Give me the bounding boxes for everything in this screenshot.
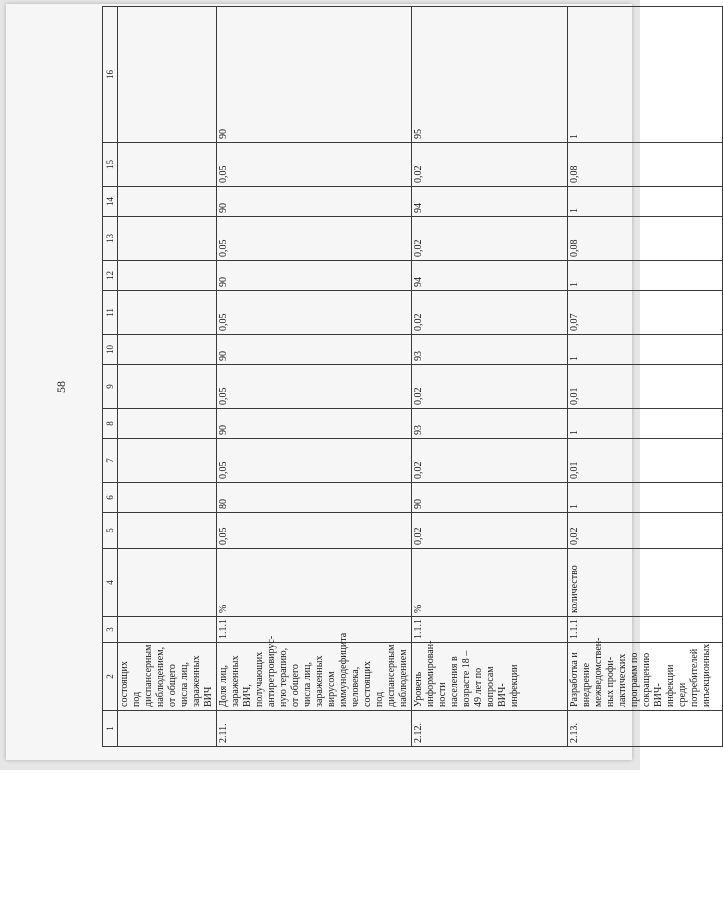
table-row bbox=[568, 7, 723, 747]
column-number: 9 bbox=[103, 365, 118, 409]
table-cell: 0,02 bbox=[412, 291, 568, 335]
table-cell: 1 bbox=[568, 335, 723, 365]
indicator-table bbox=[102, 6, 723, 747]
column-number: 3 bbox=[103, 617, 118, 643]
table-cell: 0,05 bbox=[217, 291, 412, 335]
table-cell bbox=[118, 549, 217, 617]
table-cell: 0,02 bbox=[412, 513, 568, 549]
column-number: 8 bbox=[103, 409, 118, 439]
table-cell: 90 bbox=[217, 335, 412, 365]
indicator-name: состоящих под диспансерным наблюдением, от общего числа лиц, зараженных ВИЧ bbox=[118, 643, 217, 711]
table-cell: 1 bbox=[568, 187, 723, 217]
table-cell: 1 bbox=[568, 261, 723, 291]
column-number: 12 bbox=[103, 261, 118, 291]
table-cell bbox=[118, 617, 217, 643]
table-cell bbox=[118, 483, 217, 513]
table-cell: 95 bbox=[412, 7, 568, 143]
row-number: 2.13. bbox=[568, 711, 723, 747]
indicator-name: Разработка и внедрение межведомствен-ных профи-лактических программ по сокращению ВИЧ-инфекции среди потребителей инъекционных bbox=[568, 643, 723, 711]
table-cell bbox=[118, 143, 217, 187]
table-cell: 0,02 bbox=[568, 513, 723, 549]
indicator-name: Уровень информирован-ности населения в возрасте 18 – 49 лет по вопросам ВИЧ-инфекции bbox=[412, 643, 568, 711]
table-cell bbox=[118, 291, 217, 335]
table-cell: 0,02 bbox=[412, 439, 568, 483]
table-cell bbox=[118, 335, 217, 365]
table-cell: 90 bbox=[217, 409, 412, 439]
table-cell bbox=[118, 439, 217, 483]
row-number: 2.12. bbox=[412, 711, 568, 747]
column-number: 14 bbox=[103, 187, 118, 217]
table-cell: 94 bbox=[412, 261, 568, 291]
column-number: 15 bbox=[103, 143, 118, 187]
table-cell: 94 bbox=[412, 187, 568, 217]
table-cell bbox=[118, 261, 217, 291]
table-cell bbox=[118, 187, 217, 217]
table-cell bbox=[118, 409, 217, 439]
table-cell: 0,05 bbox=[217, 513, 412, 549]
table-cell: 93 bbox=[412, 409, 568, 439]
column-number: 13 bbox=[103, 217, 118, 261]
column-number: 5 bbox=[103, 513, 118, 549]
table-cell bbox=[118, 7, 217, 143]
column-number: 11 bbox=[103, 291, 118, 335]
table-cell: 0,07 bbox=[568, 291, 723, 335]
table-cell: 0,02 bbox=[412, 143, 568, 187]
column-number: 7 bbox=[103, 439, 118, 483]
table-cell: 0,08 bbox=[568, 217, 723, 261]
table-row bbox=[118, 7, 217, 747]
column-number: 1 bbox=[103, 711, 118, 747]
column-number: 4 bbox=[103, 549, 118, 617]
column-number: 6 bbox=[103, 483, 118, 513]
table-cell: 90 bbox=[217, 187, 412, 217]
table-cell: 1.1.1 bbox=[412, 617, 568, 643]
table-cell: 80 bbox=[217, 483, 412, 513]
table-cell: 0,05 bbox=[217, 143, 412, 187]
table-cell bbox=[118, 217, 217, 261]
table-cell: 0,05 bbox=[217, 217, 412, 261]
table-row bbox=[217, 7, 412, 747]
table-cell: % bbox=[412, 549, 568, 617]
column-number: 2 bbox=[103, 643, 118, 711]
table-cell: 90 bbox=[217, 7, 412, 143]
table-cell bbox=[118, 513, 217, 549]
table-cell: % bbox=[217, 549, 412, 617]
table-cell bbox=[118, 365, 217, 409]
table-cell: 0,01 bbox=[568, 439, 723, 483]
column-number-row bbox=[103, 7, 118, 747]
table-cell: 90 bbox=[412, 483, 568, 513]
table-cell: 1 bbox=[568, 483, 723, 513]
table-cell: 0,01 bbox=[568, 365, 723, 409]
table-cell: 0,02 bbox=[412, 217, 568, 261]
page-number: 58 bbox=[54, 381, 68, 393]
table-cell: 0,05 bbox=[217, 439, 412, 483]
rotated-table-container bbox=[102, 27, 712, 747]
table-cell: 0,05 bbox=[217, 365, 412, 409]
indicator-name: Доля лиц, зараженных ВИЧ, получающих антиретровирус-ную терапию, от общего числа лиц, зараженных вирусом иммунодефицита человека, состоящих под диспансерным наблюдением bbox=[217, 643, 412, 711]
table-cell: 0,08 bbox=[568, 143, 723, 187]
table-cell: 1.1.1 bbox=[568, 617, 723, 643]
table-cell: количество bbox=[568, 549, 723, 617]
table-cell: 1 bbox=[568, 7, 723, 143]
row-number: 2.11. bbox=[217, 711, 412, 747]
table-cell: 90 bbox=[217, 261, 412, 291]
table-cell: 1.1.1 bbox=[217, 617, 412, 643]
row-number bbox=[118, 711, 217, 747]
table-row bbox=[412, 7, 568, 747]
document-page bbox=[6, 4, 712, 760]
table-cell: 93 bbox=[412, 335, 568, 365]
column-number: 10 bbox=[103, 335, 118, 365]
table-cell: 0,02 bbox=[412, 365, 568, 409]
column-number: 16 bbox=[103, 7, 118, 143]
table-cell: 1 bbox=[568, 409, 723, 439]
